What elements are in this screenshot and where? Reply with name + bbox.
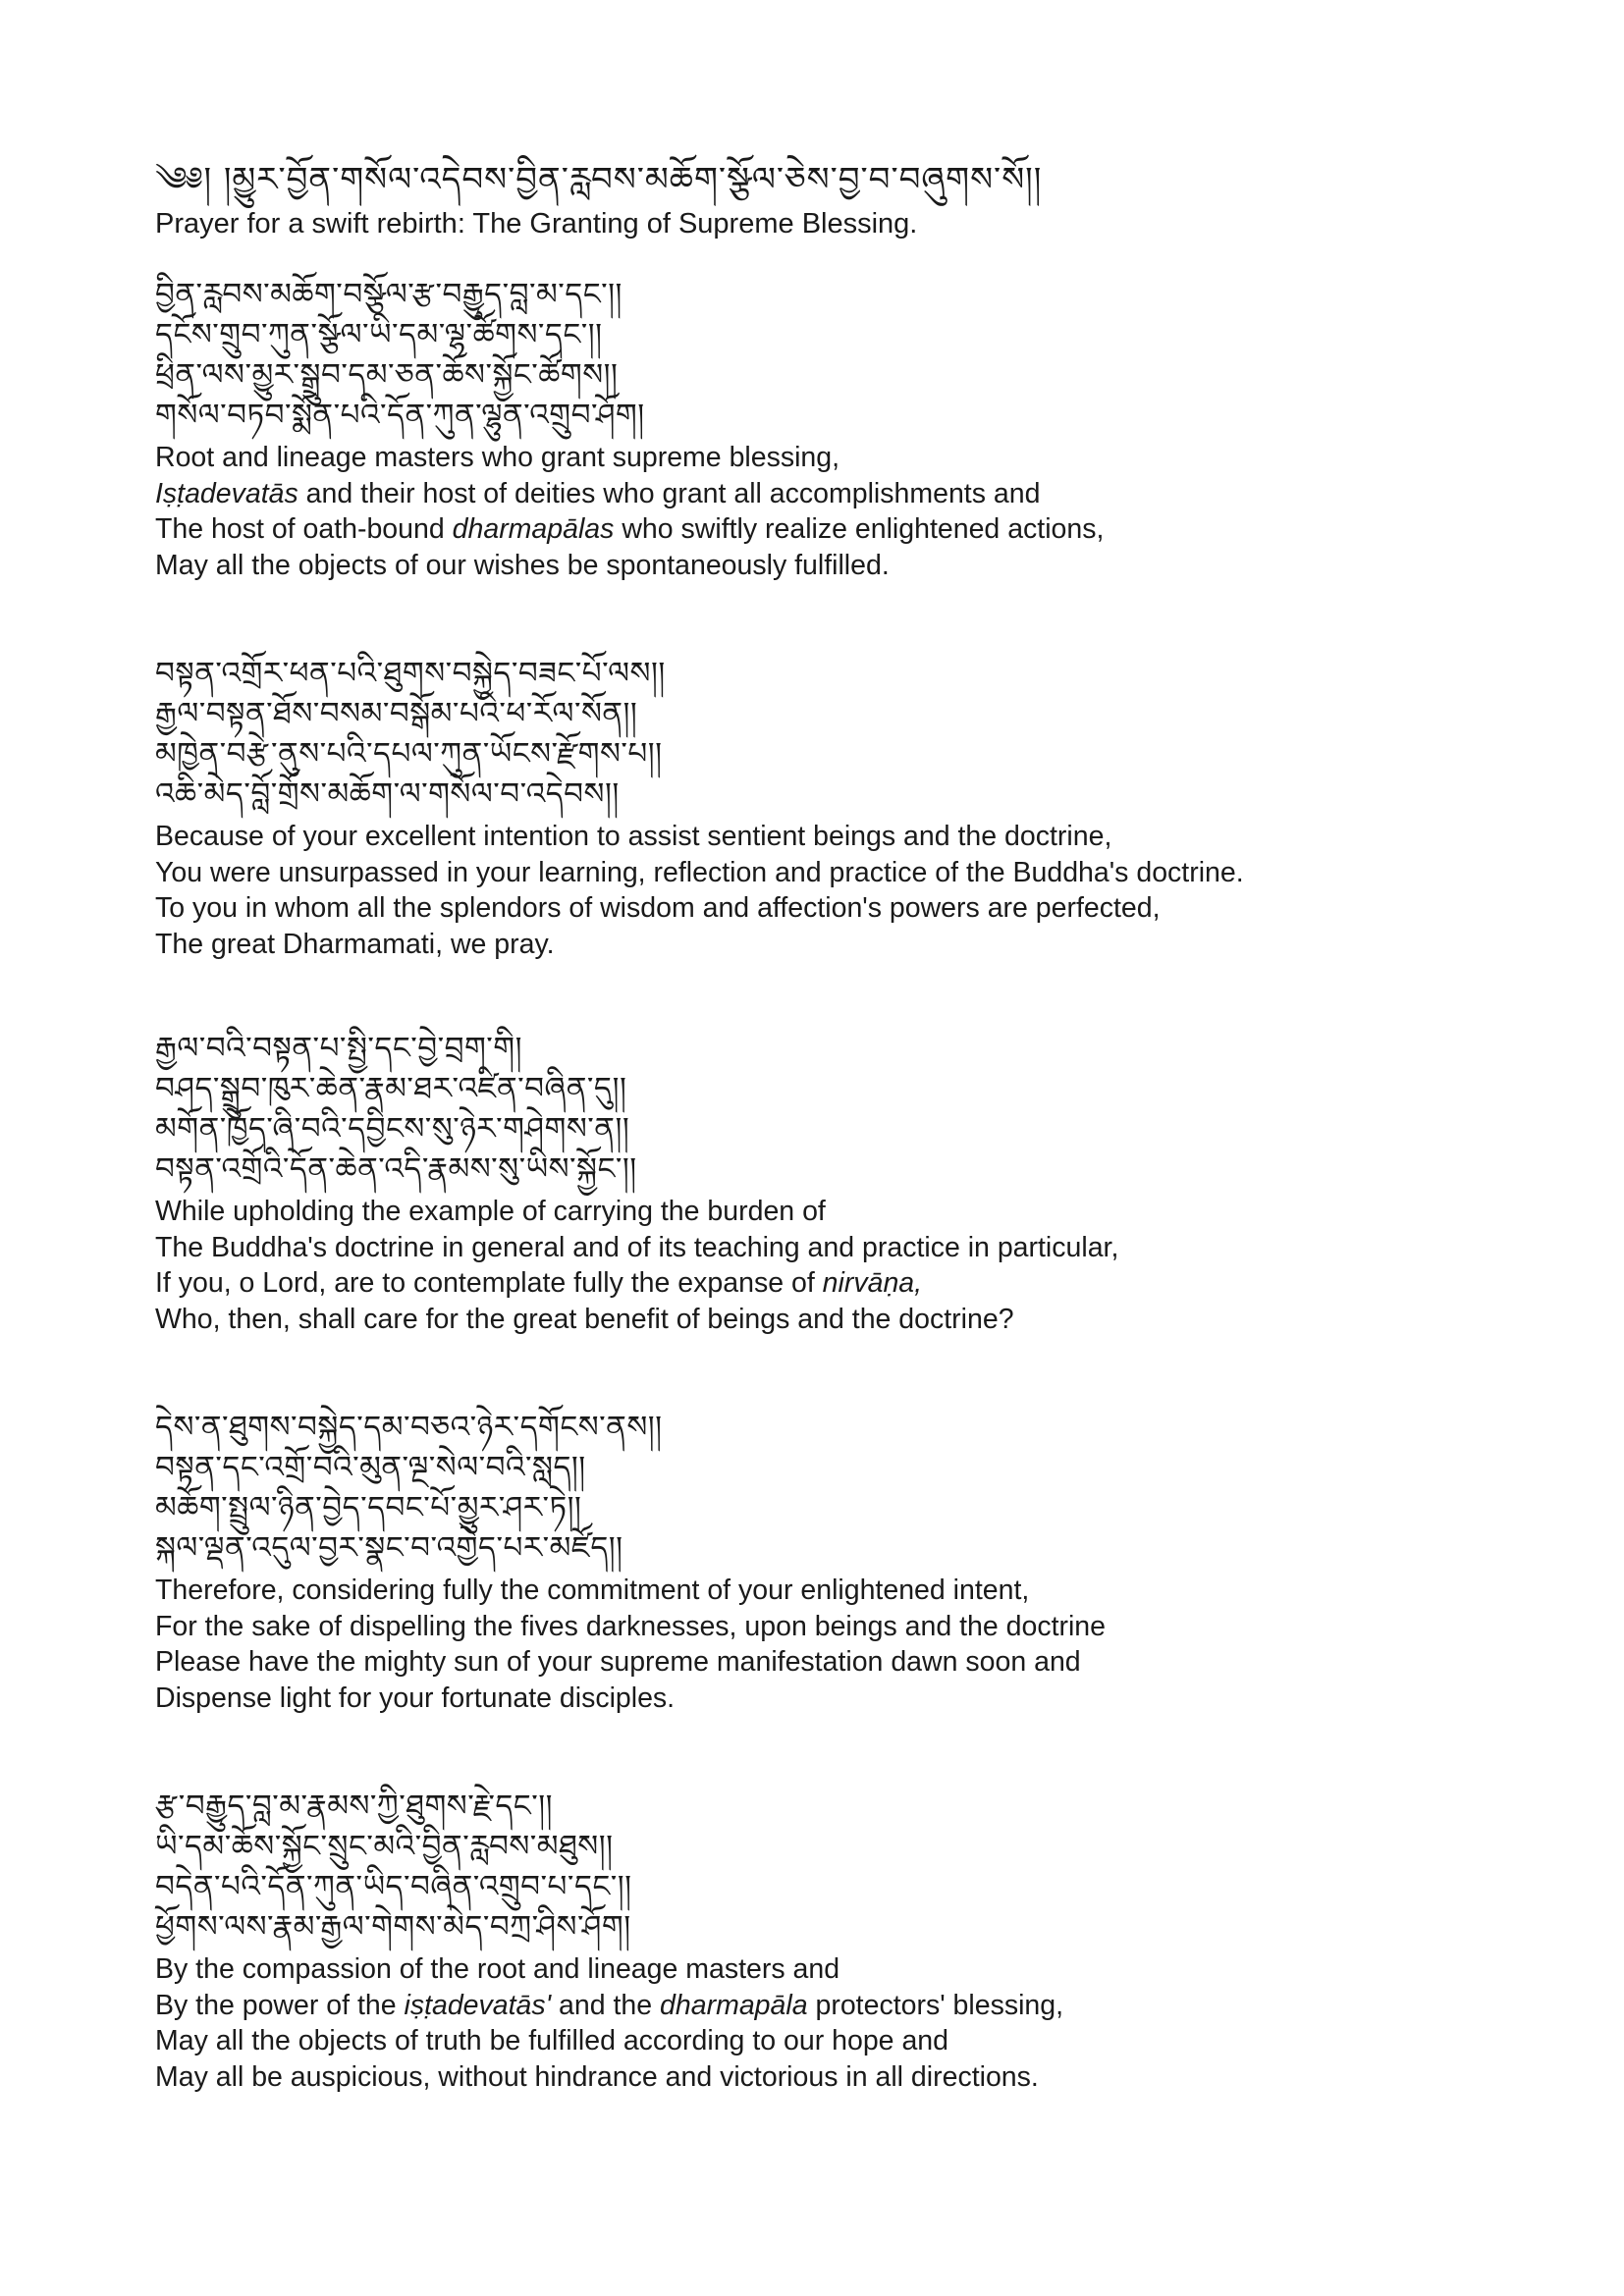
tibetan-line: རྒྱལ་བའི་བསྟན་པ་སྤྱི་དང་བྱེ་བྲག་གི།: [155, 1031, 523, 1066]
english-line: Please have the mighty sun of your supreme manifestation dawn soon and: [155, 1646, 1081, 1679]
stanza-4: [155, 1408, 1549, 1716]
english-line: May all be auspicious, without hindrance and victorious in all directions.: [155, 2060, 1039, 2093]
english-translation: [155, 1194, 1549, 1337]
tibetan-line: ཕྲིན་ལས་མྱུར་སྒྲུབ་དམ་ཅན་ཆོས་སྐྱོང་ཚོགས།།: [155, 357, 619, 393]
english-line: By the compassion of the root and lineage masters and: [155, 1953, 840, 1985]
italic-term: nirvāṇa,: [822, 1267, 923, 1300]
italic-term: iṣṭadevatās': [404, 1989, 552, 2021]
tibetan-line: ཡི་དམ་ཆོས་སྐྱོང་སྲུང་མའི་བྱིན་རླབས་མཐུས།།: [155, 1829, 614, 1864]
italic-term: dharmapāla: [660, 1989, 808, 2021]
tibetan-line: རྩ་བརྒྱུད་བླ་མ་རྣམས་ཀྱི་ཐུགས་རྗེ་དང་།།: [155, 1789, 553, 1824]
english-line: The host of oath-bound dharmapālas who swiftly realize enlightened actions,: [155, 513, 1105, 546]
tibetan-line: བྱིན་རླབས་མཆོག་བསྩོལ་རྩ་བརྒྱུད་བླ་མ་དང་།།: [155, 277, 623, 312]
italic-term: Iṣṭadevatās: [155, 477, 298, 509]
stanza-3: [155, 1029, 1549, 1337]
english-translation: [155, 819, 1549, 962]
english-line: May all the objects of truth be fulfilled according to our hope and: [155, 2025, 948, 2057]
english-line: The Buddha's doctrine in general and of its teaching and practice in particular,: [155, 1231, 1119, 1263]
tibetan-line: བདེན་པའི་དོན་ཀུན་ཡིད་བཞིན་འགྲུབ་པ་དང་།།: [155, 1869, 632, 1904]
english-line: Root and lineage masters who grant supreme blessing,: [155, 442, 840, 473]
title-block: [155, 157, 1530, 243]
tibetan-line: མཁྱེན་བརྩེ་ནུས་པའི་དཔལ་ཀུན་ཡོངས་རྫོགས་པ།།: [155, 736, 663, 772]
english-translation: [155, 440, 1549, 583]
tibetan-line: མཆོག་སྤྲུལ་ཉིན་བྱེད་དབང་པོ་མྱུར་ཤར་ཏེ།།: [155, 1490, 582, 1525]
english-line: If you, o Lord, are to contemplate fully the expanse of nirvāṇa,: [155, 1267, 923, 1300]
tibetan-line: དེས་ན་ཐུགས་བསྐྱེད་དམ་བཅའ་ཉེར་དགོངས་ནས།།: [155, 1410, 663, 1445]
stanza-5: [155, 1787, 1549, 2095]
tibetan-line: སྐལ་ལྡན་འདུལ་བྱར་སྣང་བ་འགྱེད་པར་མཛོད།།: [155, 1530, 623, 1566]
tibetan-line: བསྟན་འགྲོར་ཕན་པའི་ཐུགས་བསྐྱེད་བཟང་པོ་ལས།།: [155, 656, 666, 691]
tibetan-line: མགོན་ཁྱོད་ཞི་བའི་དབྱིངས་སུ་ཉེར་གཤེགས་ན།།: [155, 1111, 630, 1147]
tibetan-title: ༄༅། །མྱུར་བྱོན་གསོལ་འདེབས་བྱིན་རླབས་མཆོག་སྩོལ་ཅེས་བྱ་བ་བཞུགས་སོ།།: [155, 160, 1043, 199]
stanza-1: [155, 275, 1549, 583]
english-line: Who, then, shall care for the great benefit of beings and the doctrine?: [155, 1303, 1014, 1335]
english-line: Iṣṭadevatās and their host of deities who grant all accomplishments and: [155, 477, 1041, 509]
english-line: For the sake of dispelling the fives darknesses, upon beings and the doctrine: [155, 1610, 1107, 1642]
tibetan-line: གསོལ་བཏབ་སྨོན་པའི་དོན་ཀུན་ལྷུན་འགྲུབ་ཤོག།: [155, 398, 645, 433]
tibetan-line: འཆི་མེད་བློ་གྲོས་མཆོག་ལ་གསོལ་བ་འདེབས།།: [155, 776, 620, 812]
english-line: To you in whom all the splendors of wisdom and affection's powers are perfected,: [155, 892, 1161, 925]
tibetan-line: བཤད་སྒྲུབ་ཁུར་ཆེན་རྣམ་ཐར་འཛིན་བཞིན་དུ།།: [155, 1071, 627, 1106]
english-translation: [155, 1573, 1549, 1716]
stanza-2: [155, 654, 1549, 962]
english-line: The great Dharmamati, we pray.: [155, 928, 555, 960]
english-line: Because of your excellent intention to assist sentient beings and the doctrine,: [155, 821, 1112, 852]
tibetan-line: ཕྱོགས་ལས་རྣམ་རྒྱལ་གེགས་མེད་བཀྲ་ཤིས་ཤོག།: [155, 1909, 631, 1945]
tibetan-line: བསྟན་འགྲོའི་དོན་ཆེན་འདི་རྣམས་སུ་ཡིས་སྐྱོང་།།: [155, 1151, 637, 1187]
english-title: Prayer for a swift rebirth: The Granting of Supreme Blessing.: [155, 208, 918, 240]
english-line: May all the objects of our wishes be spontaneously fulfilled.: [155, 549, 890, 581]
english-line: Dispense light for your fortunate disciples.: [155, 1682, 676, 1714]
english-line: By the power of the iṣṭadevatās' and the dharmapāla protectors' blessing,: [155, 1989, 1064, 2021]
tibetan-line: དངོས་གྲུབ་ཀུན་སྩོལ་ཡི་དམ་ལྷ་ཚོགས་དང་།།: [155, 317, 603, 352]
english-line: While upholding the example of carrying the burden of: [155, 1196, 826, 1227]
english-line: You were unsurpassed in your learning, reflection and practice of the Buddha's doctrine.: [155, 856, 1244, 888]
tibetan-line: བསྟན་དང་འགྲོ་བའི་མུན་ལྔ་སེལ་བའི་སླད།།: [155, 1450, 586, 1485]
english-line: Therefore, considering fully the commitment of your enlightened intent,: [155, 1575, 1030, 1606]
italic-term: dharmapālas: [452, 513, 615, 546]
english-translation: [155, 1951, 1549, 2095]
tibetan-line: རྒྱལ་བསྟན་ཐོས་བསམ་བསྒོམ་པའི་ཕ་རོལ་སོན།།: [155, 696, 638, 731]
